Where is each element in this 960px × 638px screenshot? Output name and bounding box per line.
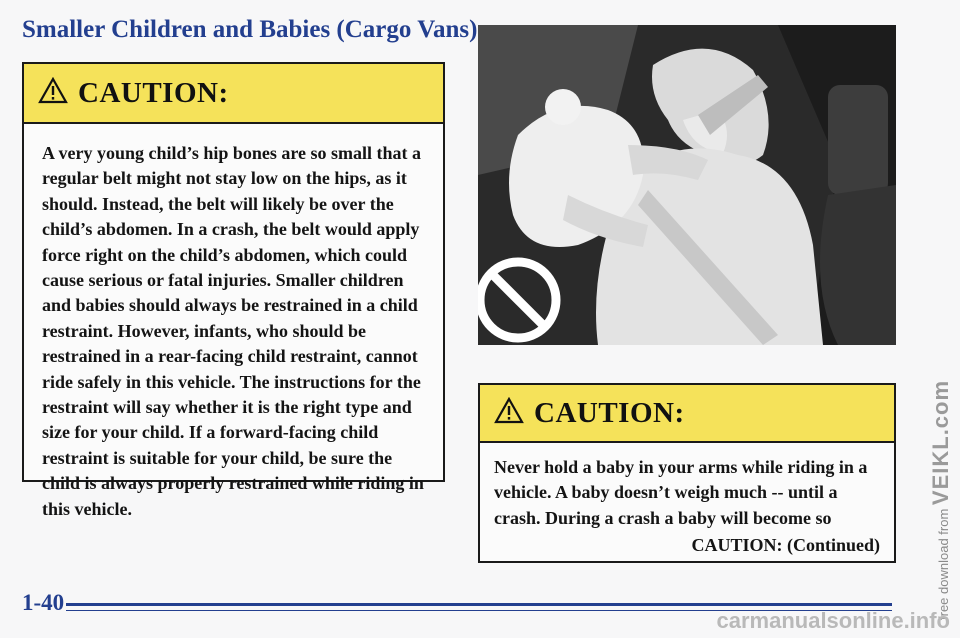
page-number: 1-40 (22, 590, 65, 615)
caution-body-text: A very young child’s hip bones are so small that a regular belt might not stay low on the hips, as it should. Instead, the belt will likely be over the child’s abdomen. In a crash, the belt would apply force right on the child’s abdomen, which could cause serious or fatal injuries. Smaller children and babies should always be restrained in a child restraint. However, infants, who should be restrained in a rear-facing child restraint, cannot ride safely in this vehicle. The instructions for the restraint will say whether it is the right type and size for your child. If a forward-facing child restraint is suitable for your child, be sure the child is always properly restrained while riding in this vehicle. (42, 143, 424, 519)
warning-triangle-icon (494, 397, 524, 429)
caution-body-text (480, 443, 894, 559)
page-heading: Smaller Children and Babies (Cargo Vans) (22, 16, 478, 43)
side-watermark-prefix: free download from (936, 508, 951, 620)
bottom-watermark: carmanualsonline.info (716, 608, 950, 633)
caution-title: CAUTION: (534, 396, 685, 429)
caution-box-never-hold-baby (478, 383, 896, 563)
caution-header (480, 385, 894, 443)
caution-body-paragraph: Never hold a baby in your arms while riding in a vehicle. A baby doesn’t weigh much -- until a crash. During a crash a baby will become so (494, 457, 868, 528)
caution-header (24, 64, 443, 124)
warning-triangle-icon (38, 77, 68, 109)
side-watermark-brand: VEIKL.com (928, 379, 953, 506)
caution-box-child-hip-bones (22, 62, 445, 519)
caution-continued-label: CAUTION: (Continued) (691, 535, 880, 556)
footer-rule (66, 603, 892, 606)
caution-title: CAUTION: (78, 76, 229, 109)
side-watermark (928, 20, 954, 620)
illustration-woman-holding-baby (478, 25, 896, 345)
